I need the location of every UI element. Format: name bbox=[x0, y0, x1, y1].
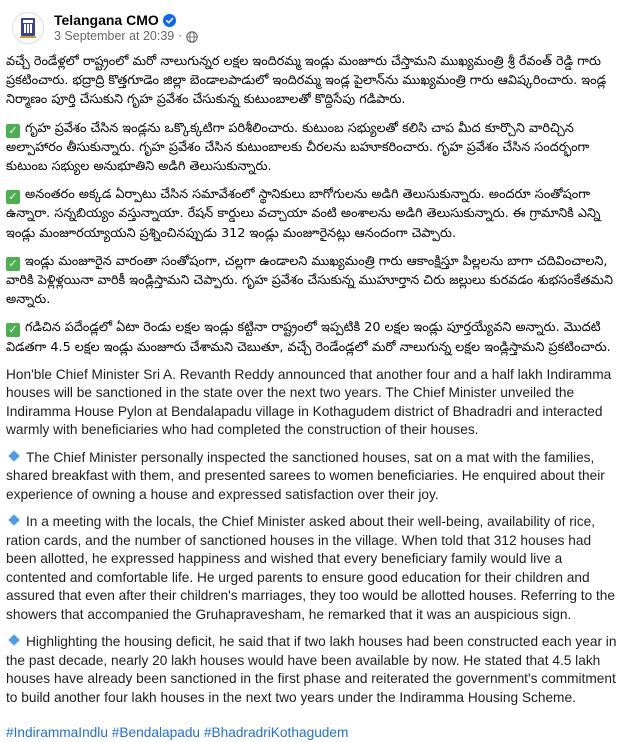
english-paragraph bbox=[6, 449, 618, 505]
paragraph-text: Hon'ble Chief Minister Sri A. Revanth Reddy announced that another four and a half lakh Indiramma houses will be sanctioned in the state over the next two years. The Chief Minister unveiled the Indiramma House Pylon at Bendalapadu village in Kothagudem district of Bhadradri and interacted warmly with beneficiaries who had completed the construction of their houses. bbox=[6, 366, 612, 438]
english-paragraph bbox=[6, 633, 618, 707]
paragraph-text: In a meeting with the locals, the Chief Minister asked about their well-being, availability of rice, ration cards, and the number of sanctioned houses in the village. When told that 312 houses had been allotted, he expressed happiness and wished that every beneficiary family would live a contented and comfortable life. He urged parents to ensure good education for their children and assured that even after their children's marriages, they too would be allotted houses. Referring to the showers that accompanied the Gruhapravesham, he remarked that it was an auspicious sign. bbox=[6, 514, 616, 622]
paragraph-text: గృహ ప్రవేశం చేసిన ఇండ్లను ఒక్కొక్కటిగా పరిశీలించారు. కుటుంబ సభ్యులతో కలిసి చాప మీద కూర్చొని వారిచ్చిన అల్పాహారం తీసుకున్నారు. గృహ ప్రవేశం చేసిన కుటుంబాలకు చీరలను బహూకరించారు. గృహ ప్రవేశం చేసిన సందర్భంగా కుటుంబ సభ్యుల అనుభూతిని అడిగి తెలుసుకున్నారు. bbox=[6, 120, 590, 175]
hashtag-links[interactable]: #IndirammaIndlu #Bendalapadu #BhadradriKothagudem bbox=[6, 725, 349, 740]
post-timestamp-link[interactable]: 3 September at 20:39 bbox=[54, 29, 175, 43]
meta-separator: · bbox=[178, 29, 183, 43]
telangana-emblem-icon bbox=[15, 15, 41, 41]
small-blue-diamond-icon bbox=[8, 635, 19, 646]
telugu-paragraph bbox=[6, 119, 618, 177]
paragraph-text: అనంతరం అక్కడ ఏర్పాటు చేసిన సమావేశంలో స్థానికులు బాగోగులను అడిగి తెలుసుకున్నారు. అందరూ సంతోషంగా ఉన్నారా. సన్నబియ్యం వస్తున్నాయా. రేషన్ కార్డులు వచ్చాయా వంటి అంశాలను అడిగి తెలుసుకున్నారు. ఈ గ్రామానికి ఎన్ని ఇండ్లు మంజూరయ్యాయని ప్రశ్నించినప్పుడు 312 ఇండ్లు మంజూరైనట్లు ఆనందంగా చెప్పారు. bbox=[6, 187, 601, 241]
telugu-paragraph bbox=[6, 52, 618, 110]
paragraph-text: The Chief Minister personally inspected the sanctioned houses, sat on a mat with the families, shared breakfast with them, and presented sarees to women beneficiaries. He enquired about their experience of owning a house and expressed satisfaction over their joy. bbox=[6, 449, 605, 502]
post-body bbox=[6, 52, 618, 716]
check-mark-button-icon: ✓ bbox=[6, 257, 20, 271]
small-blue-diamond-icon bbox=[8, 450, 19, 461]
telugu-paragraph bbox=[6, 185, 618, 243]
small-blue-diamond-icon bbox=[8, 515, 19, 526]
check-mark-button-icon: ✓ bbox=[6, 323, 20, 337]
post-sub-row bbox=[54, 29, 198, 44]
english-paragraph bbox=[6, 366, 618, 440]
english-paragraph bbox=[6, 513, 618, 624]
verified-badge-icon bbox=[163, 14, 176, 27]
paragraph-text: ఇండ్లు మంజూరైన వారంతా సంతోషంగా, చల్లగా ఉండాలని ముఖ్యమంత్రి గారు ఆకాంక్షిస్తూ పిల్లలను బాగా చదివించాలని, వారికి పెళ్లిళ్లయినా వారికీ ఇండ్లిస్తామని చెప్పారు. గృహ ప్రవేశం చేసుకున్న ముహూర్తాన చిరు జల్లులు కురవడం శుభసంకేతమని అన్నారు. bbox=[6, 253, 613, 308]
check-mark-button-icon: ✓ bbox=[6, 124, 20, 138]
page-name-link[interactable]: Telangana CMO bbox=[54, 12, 159, 28]
check-mark-button-icon: ✓ bbox=[6, 190, 20, 204]
paragraph-text: వచ్చే రెండేళ్లలో రాష్ట్రంలో మరో నాలుగున్నర లక్షల ఇందిరమ్మ ఇండ్లు మంజూరు చేస్తామని ముఖ్యమంత్రి శ్రీ రేవంత్ రెడ్డి గారు ప్రకటించారు. భద్రాద్రి కొత్తగూడెం జిల్లా బెండాలపాడులో ఇందిరమ్మ ఇండ్ల పైలాన్‌ను ముఖ్యమంత్రి గారు ఆవిష్కరించారు. ఇండ్ల నిర్మాణం పూర్తి చేసుకుని గృహ ప్రవేశం చేసుకున్న కుటుంబాలతో కొద్దిసేపు గడిపారు. bbox=[6, 54, 607, 108]
post-meta bbox=[54, 12, 198, 44]
page-avatar[interactable] bbox=[12, 12, 44, 44]
post-header bbox=[12, 10, 198, 46]
paragraph-text: గడిచిన పదేండ్లలో ఏటా రెండు లక్షల ఇండ్లు కట్టినా రాష్ట్రంలో ఇప్పటికి 20 లక్షల ఇండ్లు పూర్తయ్యేవని అన్నారు. మొదటి విడతగా 4.5 లక్షల ఇండ్లు మంజూరు చేశామని చెబుతూ, వచ్చే రెండేండ్లలో మరో నాలుగున్న లక్షల ఇండ్లిస్తామని ప్రకటించారు. bbox=[6, 320, 611, 355]
telugu-paragraph bbox=[6, 252, 618, 310]
paragraph-text: Highlighting the housing deficit, he said that if two lakh houses had been constructed each year in the past decade, nearly 20 lakh houses would have been available by now. He stated that 4.5 lakh houses have already been sanctioned in the first phase and reiterated the government's commitment to build another four lakh houses in the next two years under the Indiramma Housing Scheme. bbox=[6, 634, 617, 705]
globe-icon[interactable] bbox=[186, 31, 198, 43]
page-name-row bbox=[54, 12, 198, 28]
telugu-paragraph bbox=[6, 318, 618, 356]
